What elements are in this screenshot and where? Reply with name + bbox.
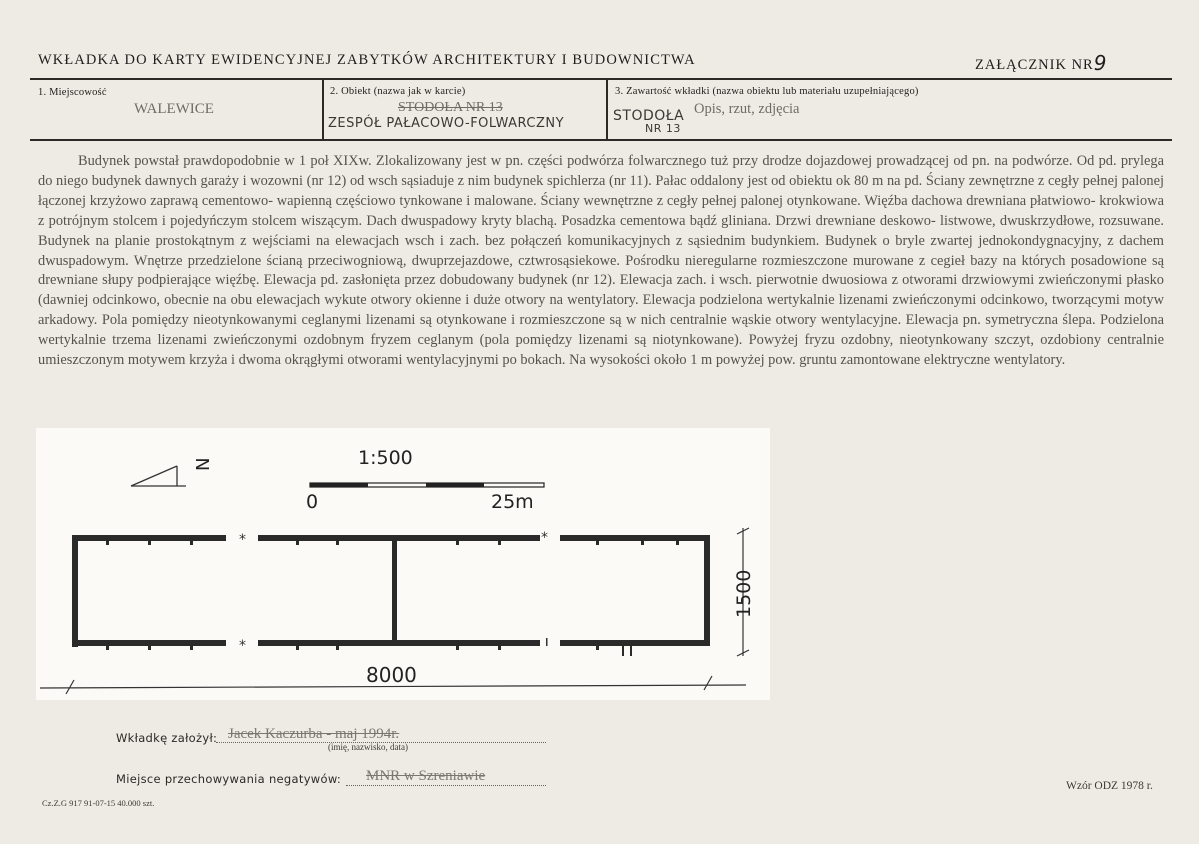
header-rule-bottom	[30, 139, 1172, 141]
field-divider-2	[606, 80, 608, 139]
print-code: Cz.Z.G 917 91-07-15 40.000 szt.	[42, 798, 155, 808]
object-handwritten-value: ZESPÓŁ PAŁACOWO-FOLWARCZNY	[328, 116, 565, 131]
contents-label: 3. Zawartość wkładki (nazwa obiektu lub materiału uzupełniającego)	[615, 86, 919, 97]
object-struck-value: STODOŁA NR 13	[398, 100, 503, 115]
scale-start: 0	[306, 491, 319, 513]
negatives-label: Miejsce przechowywania negatywów:	[116, 772, 342, 786]
attachment-label: ZAŁĄCZNIK NR	[975, 57, 1094, 73]
place-value: WALEWICE	[134, 101, 214, 117]
founder-hint: (imię, nazwisko, data)	[328, 742, 408, 752]
building-description: Budynek powstał prawdopodobnie w 1 poł XIXw. Zlokalizowany jest w pn. części podwórza folwarcznego tuż przy drodze dojazdowej prowadzącej od pn. na podwórze. Od pd. prylega do niego budynek dawnych garaży i wozowni (nr 12) od wsch sąsiaduje z nim budynek spichlerza (nr 11). Pałac oddalony jest od obiektu ok 80 m na pd. Ściany zewnętrzne z cegły pełnej palonej łączonej krzyżowo zaprawą cementowo- wapienną częściowo tynkowane i malowane. Ściany wewnętrzne z cegły pełnej palonej otynkowane. Więźba dachowa drewniana płatwiowo- krokwiowa z potrójnym stolcem i pojedyńczym stolcem wiszącym. Dach dwuspadowy kryty blachą. Posadzka cementowa bądź gliniana. Drzwi drewniane deskowo- listwowe, dwuskrzydłowe, rozsuwane. Budynek na planie prostokątnym z wejściami na elewacjach wsch i zach. bez połączeń komunikacyjnych z sąsiednim budynkiem. Budynek o bryle zwartej jednokondygnacyjny, z dachem dwuspadowym. Wnętrze przedzielone ścianą przeciwogniową, dwuprzejazdowe, cztwrosąsiekowe. Pośrodku nieregularne rozmieszczone murowane z cegieł bazy na których posadowione są drewniane słupy podpierające więźbę. Elewacja pd. zasłonięta przez dobudowany budynek (nr 12). Elewacja zach. i wsch. pierwotnie dwuosiowa z otworami drzwiowymi zwieńczonymi płasko (dawniej odcinkowo, obecnie na obu elewacjach wykute otwory okienne i duże otwory na wentylatory. Elewacja podzielona wertykalnie lizenami zwieńczonymi odcinkowo, tworzącymi motyw arkadowy. Pola pomiędzy nieotynkowanymi ceglanymi lizenami są otynkowane i rozmieszczone są w nich centralnie wąskie otwory wentylacyjne. Elewacja pn. symetryczna ślepa. Podzielona wertykalnie trzema lizenami zwieńczonymi ozdobnym fryzem ceglanym (pola pomiędzy lizenami są niotynkowane). Powyżej fryzu ozdobny, nieotynkowany szczyt, ozdobiony centralnie umieszczonym motywem krzyża i dwoma okrągłymi otworami wentylacyjnymi po bokach. Na wysokości około 1 m powyżej pow. gruntu zamontowane elektryczne wentylatory.	[38, 153, 1164, 369]
contents-handwritten: STODOŁA	[613, 108, 685, 124]
founder-value: Jacek Kaczurba - maj 1994r.	[228, 726, 400, 742]
scale-ratio: 1:500	[358, 447, 413, 469]
object-label: 2. Obiekt (nazwa jak w karcie)	[330, 86, 466, 97]
svg-text:*: *	[239, 532, 246, 548]
attachment-number-handwritten: 9	[1093, 51, 1107, 75]
floor-plan-drawing	[36, 428, 770, 700]
north-arrow-icon	[131, 466, 186, 486]
place-label: 1. Miejscowość	[38, 87, 107, 98]
founder-label: Wkładkę założył:	[116, 731, 218, 745]
attachment-number	[975, 50, 1106, 74]
contents-handwritten-sub: NR 13	[645, 122, 681, 135]
contents-value: Opis, rzut, zdjęcia	[694, 101, 800, 117]
svg-text:*: *	[541, 530, 548, 546]
floor-plan	[36, 428, 770, 700]
depth-dimension: 1500	[733, 569, 755, 618]
field-divider-1	[322, 80, 324, 139]
barn-walls	[72, 535, 710, 647]
form-title: WKŁADKA DO KARTY EWIDENCYJNEJ ZABYTKÓW ARCHITEKTURY I BUDOWNICTWA	[38, 52, 696, 68]
form-code: Wzór ODZ 1978 r.	[1066, 780, 1153, 792]
svg-text:*: *	[239, 638, 246, 654]
scale-end: 25m	[491, 491, 534, 513]
negatives-value: MNR w Szreniawie	[366, 768, 486, 784]
north-label: N	[193, 457, 214, 471]
negatives-dotted-line	[346, 785, 546, 786]
width-dimension: 8000	[366, 663, 417, 687]
header-rule-top	[30, 78, 1172, 80]
